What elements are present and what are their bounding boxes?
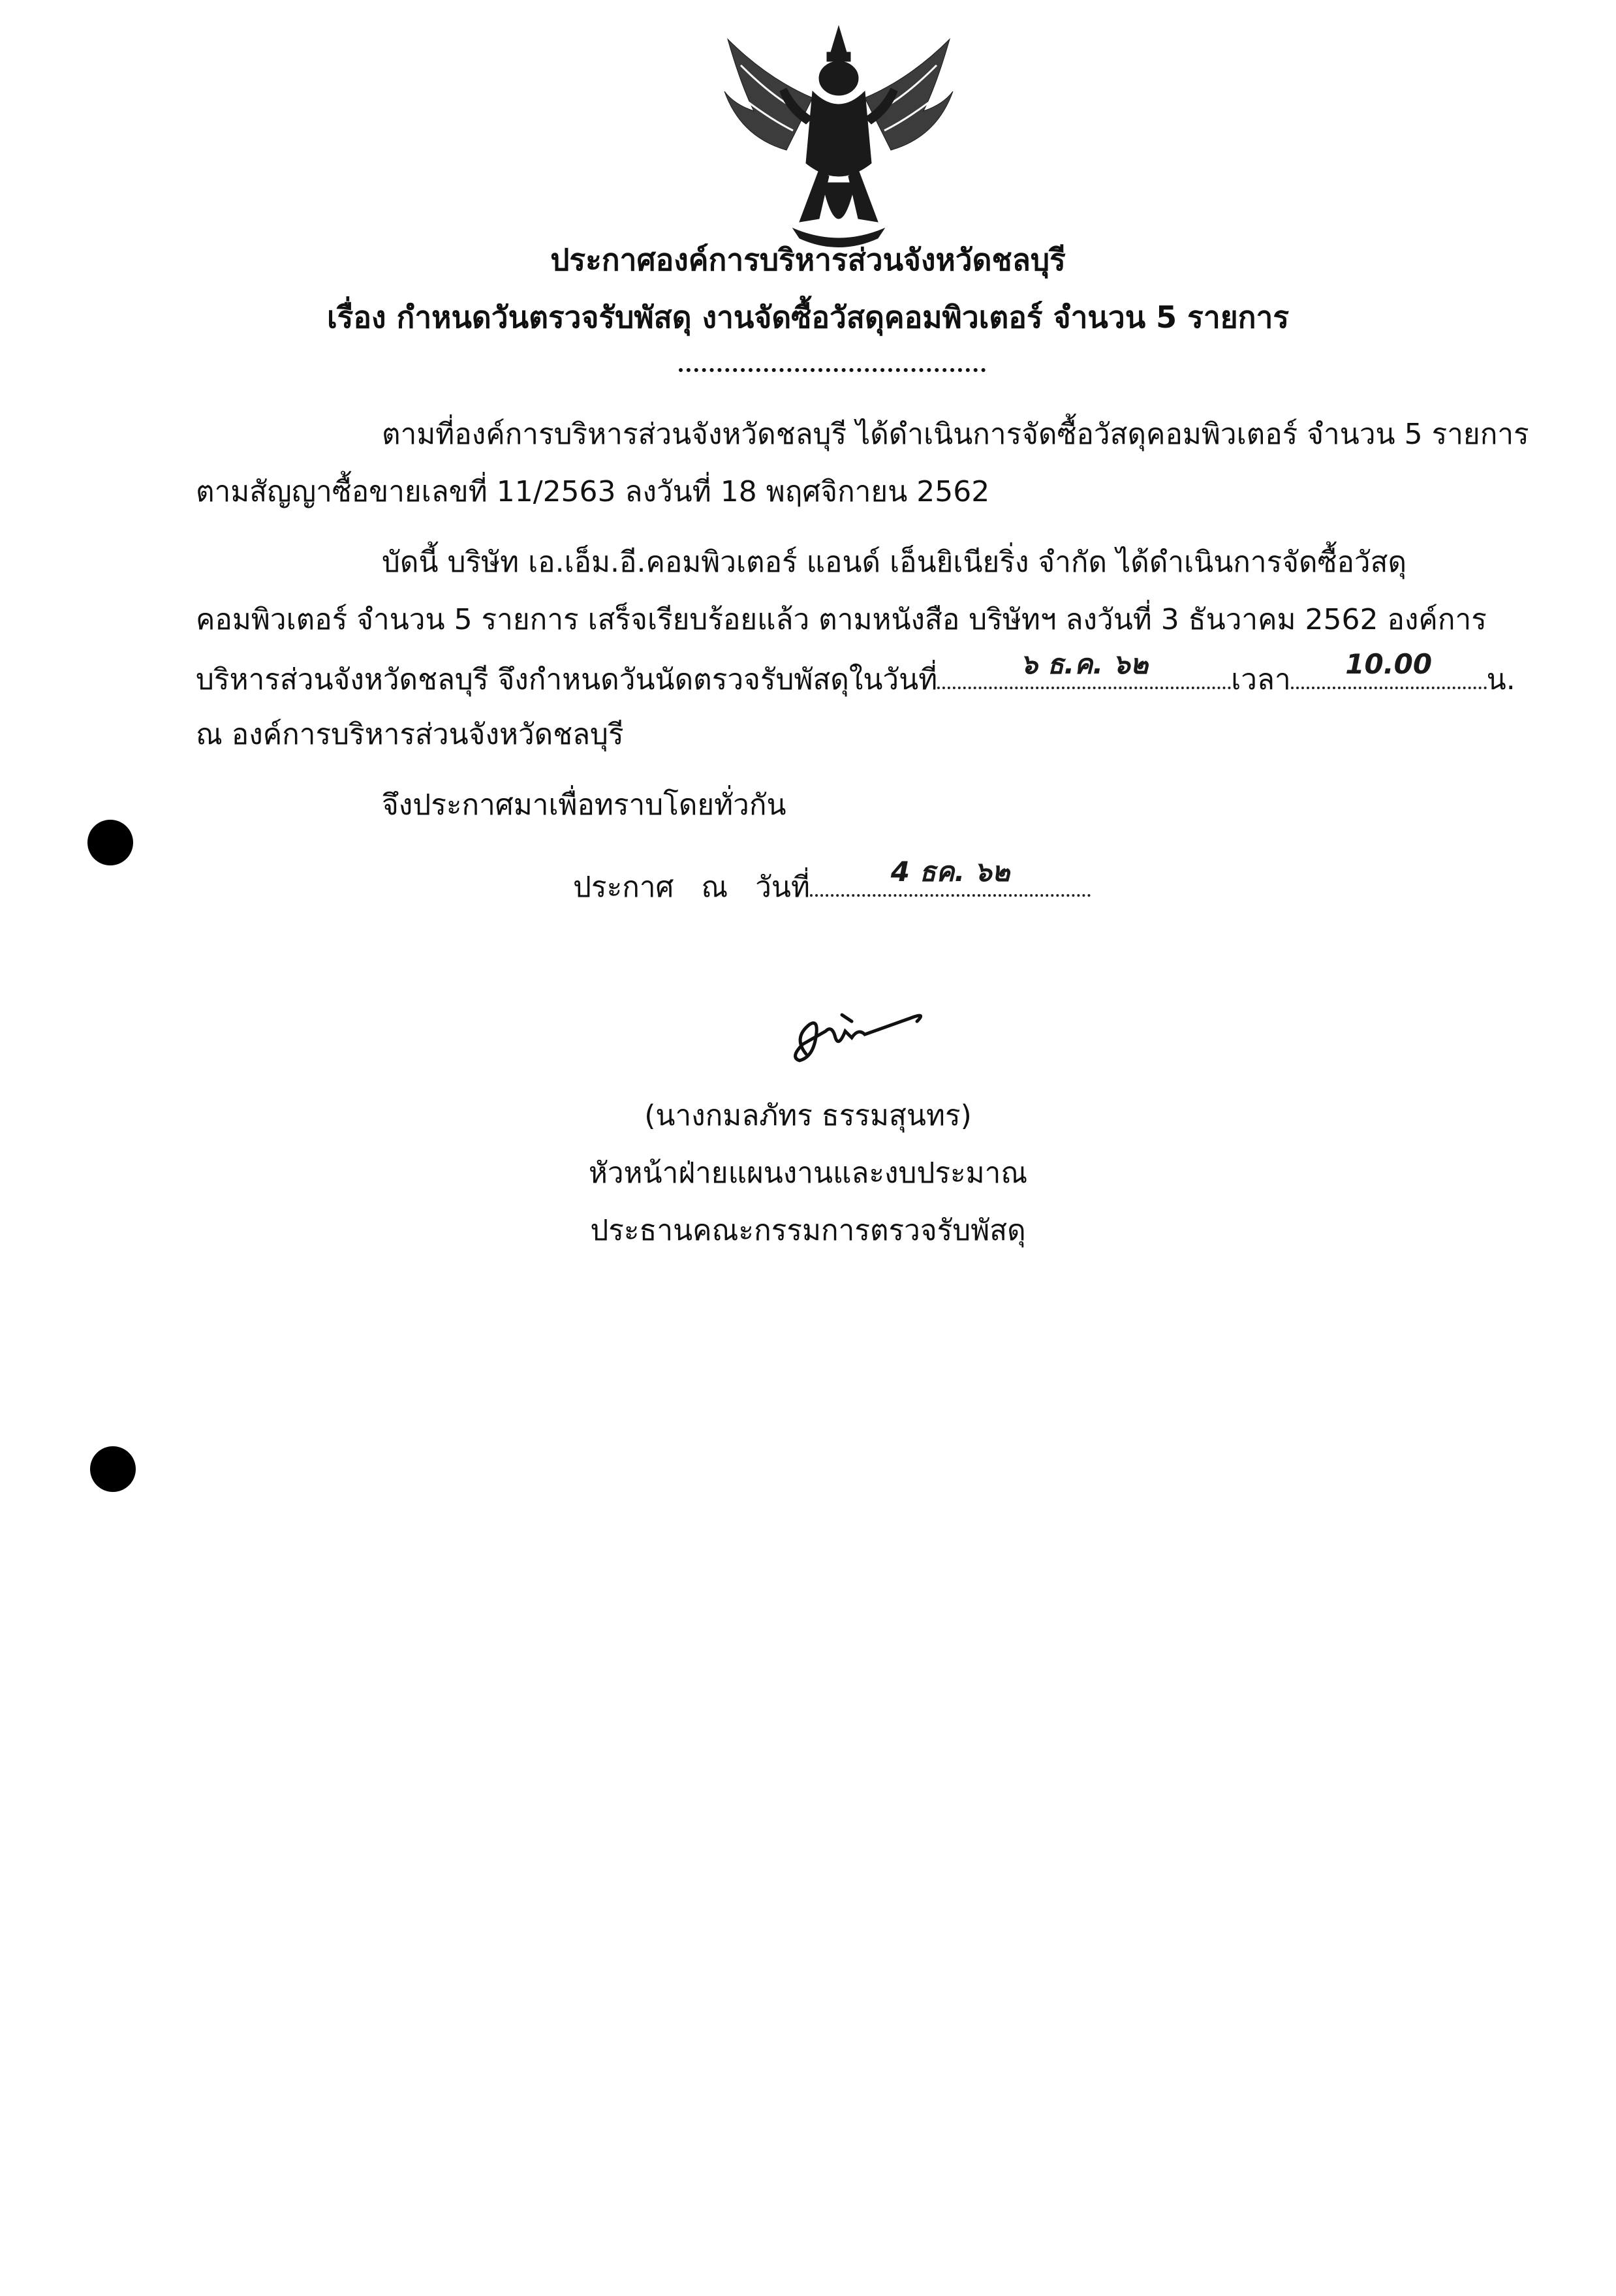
handwritten-signature (780, 992, 943, 1070)
announcement-date-handwritten: 4 ธค. ๖๒ (890, 856, 1010, 888)
inspection-date-field (937, 648, 1231, 689)
paragraph-1-line-2: ตามสัญญาซื้อขายเลขที่ 11/2563 ลงวันที่ 18 พฤศจิกายน 2562 (196, 475, 990, 508)
paragraph-2-line-2: คอมพิวเตอร์ จำนวน 5 รายการ เสร็จเรียบร้อยแล้ว ตามหนังสือ บริษัทฯ ลงวันที่ 3 ธันวาคม 2562 องค์การ (196, 603, 1487, 636)
garuda-emblem-icon (715, 13, 963, 261)
signatory-position: หัวหน้าฝ่ายแผนงานและงบประมาณ (588, 1156, 1028, 1190)
paragraph-3: จึงประกาศมาเพื่อทราบโดยทั่วกัน (382, 788, 786, 822)
title-separator (679, 368, 986, 372)
paragraph-1-line-1: ตามที่องค์การบริหารส่วนจังหวัดชลบุรี ได้ดำเนินการจัดซื้อวัสดุคอมพิวเตอร์ จำนวน 5 รายการ (382, 418, 1529, 451)
punch-hole-bottom (90, 1446, 136, 1492)
signatory-role: ประธานคณะกรรมการตรวจรับพัสดุ (590, 1214, 1026, 1247)
punch-hole-top (87, 820, 133, 865)
inspection-time-field (1291, 648, 1487, 689)
announcement-date-field (810, 856, 1091, 897)
paragraph-2-line-4: ณ องค์การบริหารส่วนจังหวัดชลบุรี (196, 718, 624, 751)
paragraph-2-line-1: บัดนี้ บริษัท เอ.เอ็ม.อี.คอมพิวเตอร์ แอนด์ เอ็นยิเนียริ่ง จำกัด ได้ดำเนินการจัดซื้อวัสดุ (382, 546, 1407, 579)
inspection-time-label: เวลา (1231, 663, 1291, 696)
announcement-date-line (573, 856, 1091, 907)
inspection-date-handwritten: ๖ ธ.ค. ๖๒ (1020, 648, 1149, 680)
document-subject: เรื่อง กำหนดวันตรวจรับพัสดุ งานจัดซื้อวัสดุคอมพิวเตอร์ จำนวน 5 รายการ (326, 300, 1290, 335)
signatory-name: (นางกมลภัทร ธรรมสุนทร) (644, 1099, 972, 1132)
inspection-time-unit: น. (1486, 663, 1515, 696)
paragraph-2-line-3 (196, 648, 1515, 700)
announcement-date-label: ประกาศ ณ วันที่ (573, 871, 810, 904)
inspection-date-label: บริหารส่วนจังหวัดชลบุรี จึงกำหนดวันนัดตรวจรับพัสดุในวันที่ (196, 663, 938, 696)
inspection-time-handwritten: 10.00 (1345, 648, 1433, 680)
document-title: ประกาศองค์การบริหารส่วนจังหวัดชลบุรี (550, 242, 1066, 277)
